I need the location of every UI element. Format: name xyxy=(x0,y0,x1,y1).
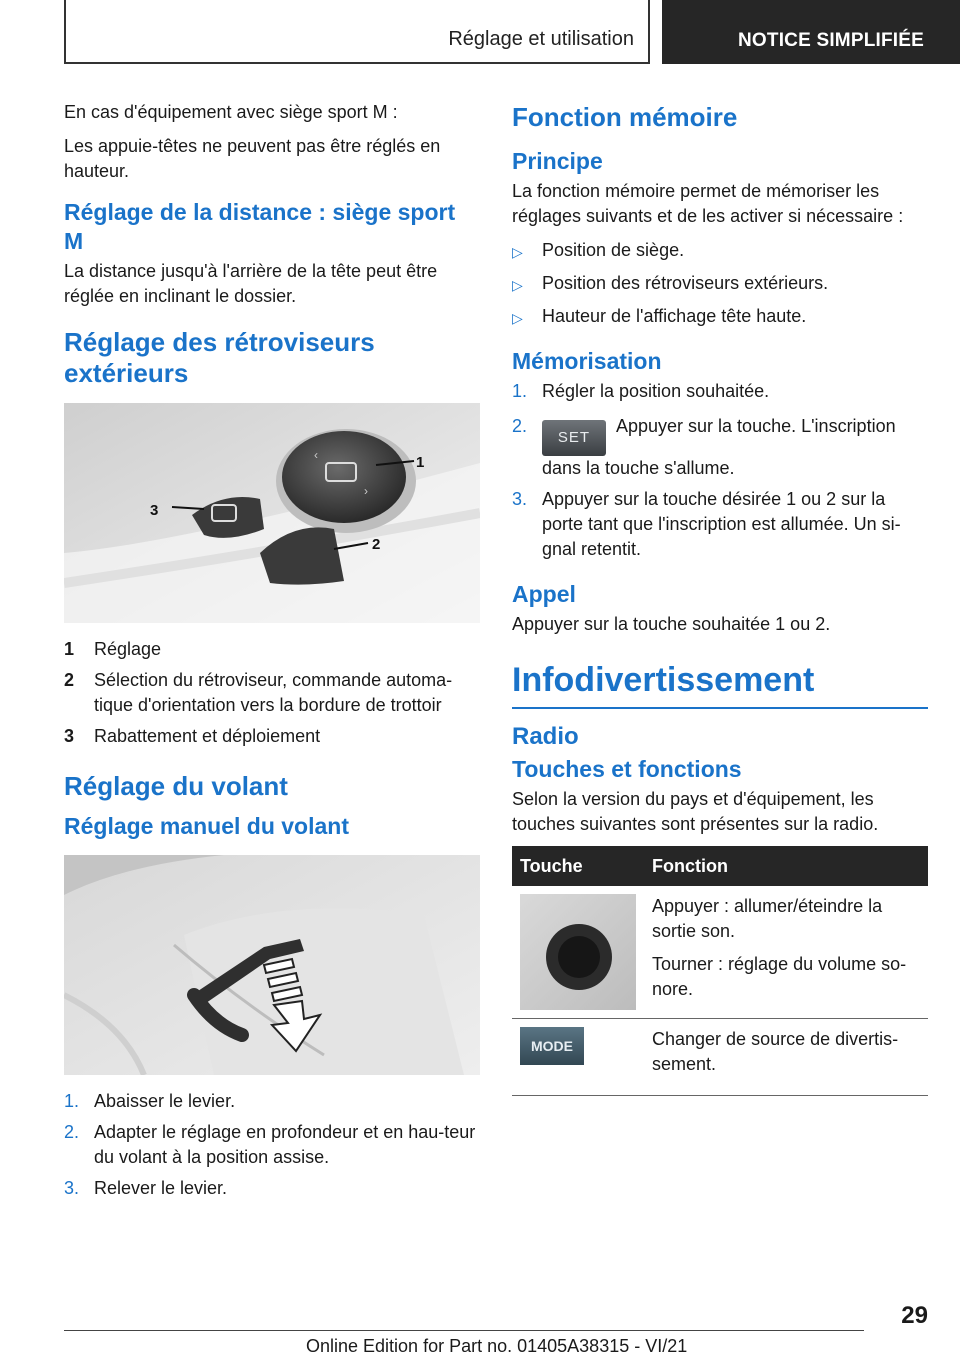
column-header-function: Fonction xyxy=(644,846,928,886)
mode-button-icon: MODE xyxy=(520,1027,584,1065)
triangle-bullet-icon: ▷ xyxy=(512,244,523,260)
step-text: Relever le levier. xyxy=(94,1178,228,1198)
triangle-bullet-icon: ▷ xyxy=(512,310,523,326)
principle-heading: Principe xyxy=(512,148,603,174)
step-text: Appuyer sur la touche désirée 1 ou 2 sur la porte tant que l'inscription est allumée. Un si-gnal retentit. xyxy=(542,489,901,559)
legend-text: Réglage xyxy=(94,639,162,659)
legend-item xyxy=(64,668,480,718)
legend-number: 1 xyxy=(64,639,75,659)
mirror-controls-photo xyxy=(64,403,480,623)
step-text: Abaisser le levier. xyxy=(94,1091,236,1111)
step-number: 1. xyxy=(512,381,528,401)
legend-number: 3 xyxy=(64,726,75,746)
function-text: Tourner : réglage du volume so-nore. xyxy=(652,954,907,999)
list-item xyxy=(512,304,928,331)
legend-text: Sélection du rétroviseur, commande automa-tique d'orientation vers la bordure de trottoir xyxy=(94,670,453,715)
table-row xyxy=(512,886,928,1019)
header-section-frame xyxy=(64,0,650,64)
wheel-steps xyxy=(64,1089,480,1201)
recall-heading: Appel xyxy=(512,581,576,607)
bullet-text: Position des rétroviseurs extérieurs. xyxy=(542,273,829,293)
intro-text: Les appuie-têtes ne peuvent pas être réglés en hauteur. xyxy=(64,136,441,181)
legend-item xyxy=(64,724,480,749)
step-number: 2. xyxy=(64,1122,80,1142)
table-row xyxy=(512,1019,928,1096)
step-text: Adapter le réglage en profondeur et en hau-teur du volant à la position assise. xyxy=(94,1122,476,1167)
wheel-subheading: Réglage manuel du volant xyxy=(64,813,349,839)
distance-text: La distance jusqu'à l'arrière de la tête peut être réglée en inclinant le dossier. xyxy=(64,261,438,306)
mirror-controls-illustration xyxy=(64,403,480,623)
svg-text:‹: ‹ xyxy=(314,448,318,462)
infotainment-heading: Infodivertissement xyxy=(512,659,928,709)
list-item xyxy=(512,414,928,481)
list-item xyxy=(64,1176,480,1201)
header-tab-label: NOTICE SIMPLIFIÉE xyxy=(738,30,925,51)
keys-text: Selon la version du pays et d'équipement, les touches suivantes sont présentes sur la radio. xyxy=(512,789,879,834)
principle-text: La fonction mémoire permet de mémoriser les réglages suivants et de les activer si nécessaire : xyxy=(512,181,904,226)
legend-item xyxy=(64,637,480,662)
legend-number: 2 xyxy=(64,670,75,690)
step-text: Régler la position souhaitée. xyxy=(542,381,770,401)
list-item xyxy=(64,1120,480,1170)
bullet-text: Position de siège. xyxy=(542,240,685,260)
memory-heading: Fonction mémoire xyxy=(512,102,738,132)
page-number: 29 xyxy=(901,1302,928,1329)
volume-knob-icon xyxy=(520,894,636,1010)
function-text: Appuyer : allumer/éteindre la sortie son. xyxy=(652,896,883,941)
header-section-title: Réglage et utilisation xyxy=(448,28,634,50)
list-item xyxy=(512,487,928,562)
step-number: 3. xyxy=(512,489,528,509)
recall-text: Appuyer sur la touche souhaitée 1 ou 2. xyxy=(512,614,831,634)
list-item xyxy=(512,379,928,404)
bullet-text: Hauteur de l'affichage tête haute. xyxy=(542,306,807,326)
steering-lever-illustration xyxy=(64,855,480,1075)
wheel-heading: Réglage du volant xyxy=(64,771,288,801)
list-item xyxy=(512,271,928,298)
intro-line: En cas d'équipement avec siège sport M : xyxy=(64,102,398,122)
mirror-legend xyxy=(64,637,480,749)
mirrors-heading: Réglage des rétroviseurs extérieurs xyxy=(64,327,375,388)
distance-heading: Réglage de la distance : siège sport M xyxy=(64,199,456,254)
keys-heading: Touches et fonctions xyxy=(512,756,742,782)
step-text: Appuyer sur la touche. L'inscription dans la touche s'allume. xyxy=(542,416,896,478)
memorize-heading: Mémorisation xyxy=(512,348,662,374)
radio-heading: Radio xyxy=(512,723,579,750)
footer-edition-text: Online Edition for Part no. 01405A38315 - VI/21 xyxy=(306,1336,688,1356)
principle-list xyxy=(512,238,928,331)
keys-table xyxy=(512,846,928,1096)
triangle-bullet-icon: ▷ xyxy=(512,277,523,293)
mirror-callout-3: 3 xyxy=(150,502,159,519)
table-header-row xyxy=(512,846,928,886)
legend-text: Rabattement et déploiement xyxy=(94,726,321,746)
column-header-key: Touche xyxy=(512,846,644,886)
mirror-callout-1: 1 xyxy=(416,454,425,471)
footer-divider xyxy=(64,1330,864,1331)
mirror-callout-2: 2 xyxy=(372,536,381,553)
step-number: 3. xyxy=(64,1178,80,1198)
function-text: Changer de source de divertis-sement. xyxy=(652,1029,899,1074)
left-column xyxy=(64,100,480,1207)
set-button-icon: SET xyxy=(542,420,606,456)
list-item xyxy=(64,1089,480,1114)
step-number: 2. xyxy=(512,416,528,436)
svg-text:›: › xyxy=(364,484,368,498)
right-column xyxy=(512,100,928,1096)
list-item xyxy=(512,238,928,265)
step-number: 1. xyxy=(64,1091,80,1111)
steering-lever-photo xyxy=(64,855,480,1075)
header-tab xyxy=(662,0,960,64)
